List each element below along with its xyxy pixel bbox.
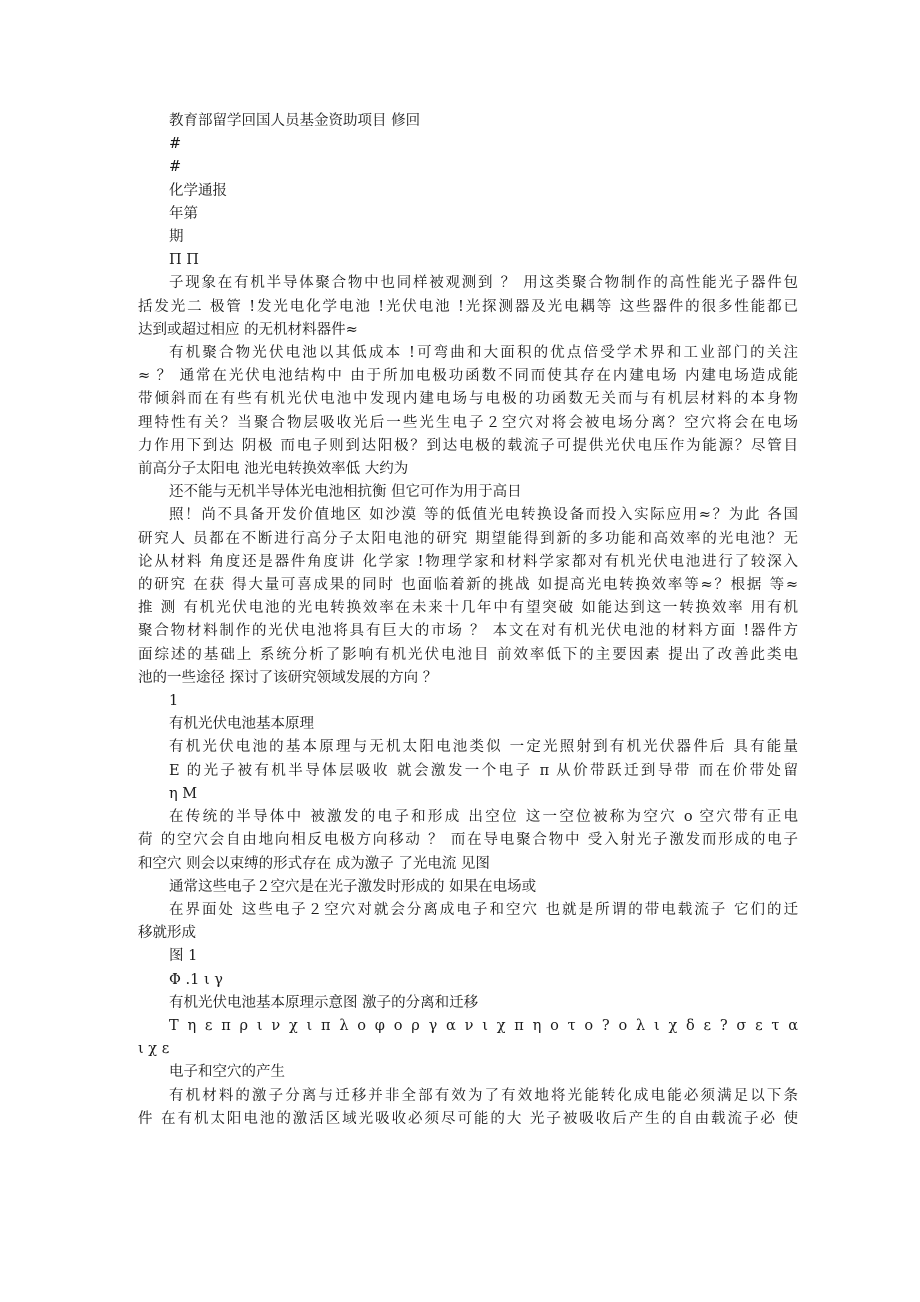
text-line: 括发光二 极管 !发光电化学电池 !光伏电池 !光探测器及光电耦等 这些器件的很多性能都已	[138, 298, 798, 315]
text-line: 有机聚合物光伏电池以其低成本 !可弯曲和大面积的优点倍受学术界和工业部门的关注	[169, 345, 798, 362]
text-line: 通常这些电子２空穴是在光子激发时形成的 如果在电场或	[169, 878, 537, 895]
text-line: 期	[169, 229, 184, 246]
text-line: 池的一些途径 探讨了该研究领域发展的方向 ？	[138, 669, 438, 686]
text-line: 和空穴 则会以束缚的形式存在 成为激子 了光电流 见图	[138, 855, 490, 872]
text-line: 化学通报	[169, 182, 227, 199]
text-line: 有机光伏电池的基本原理与无机太阳电池类似 一定光照射到有机光伏器件后 具有能量	[169, 739, 798, 756]
section-heading: 有机光伏电池基本原理	[169, 716, 314, 733]
text-line: ≈ ？ 通常在光伏电池结构中 由于所加电极功函数不同而使其存在内建电场 内建电场造成能	[138, 368, 798, 385]
figure-caption: 有机光伏电池基本原理示意图 激子的分离和迁移	[169, 994, 479, 1011]
text-line: 面综述的基础上 系统分析了影响有机光伏电池目 前效率低下的主要因素 提出了改善此类电	[138, 646, 798, 663]
text-line: 的研究 在获 得大量可喜成果的同时 也面临着新的挑战 如提高光电转换效率等≈？根据 等≈	[138, 577, 798, 594]
text-line: 教育部留学回国人员基金资助项目 修回	[169, 113, 421, 129]
text-line: η Μ	[169, 785, 198, 802]
text-line: 移就形成	[138, 925, 196, 942]
text-line: 在界面处 这些电子２空穴对就会分离成电子和空穴 也就是所谓的带电载流子 它们的迁	[169, 901, 798, 918]
figure-label-greek: Φ .1 ι γ	[169, 971, 223, 988]
text-line: 在传统的半导体中 被激发的电子和形成 出空位 这一空位被称为空穴 ο 空穴带有正电	[169, 809, 798, 826]
text-line: 聚合物材料制作的光伏电池将具有巨大的市场 ？ 本文在对有机光伏电池的材料方面 !器件方	[138, 623, 798, 640]
text-line: Π Π	[169, 252, 199, 269]
text-line: 件 在有机太阳电池的激活区域光吸收必须尽可能的大 光子被吸收后产生的自由载流子必 使	[138, 1110, 798, 1127]
text-line: 推 测 有机光伏电池的光电转换效率在未来十几年中有望突破 如能达到这一转换效率 用有机	[138, 600, 798, 617]
text-line: #	[169, 159, 182, 176]
text-line: 达到或超过相应 的无机材料器件≈	[138, 321, 358, 338]
figure-caption-greek: Τ η ε π ρ ι ν χ ι π λ ο φ ο ρ γ α ν ι χ π η ο τ ο ? ο λ ι χ δ ε ? σ ε τ α	[169, 1017, 798, 1034]
text-line: 子现象在有机半导体聚合物中也同样被观测到 ？ 用这类聚合物制作的高性能光子器件包	[169, 275, 798, 292]
text-line: 理特性有关？当聚合物层吸收光后一些光生电子２空穴对将会被电场分离？空穴将会在电场	[138, 414, 798, 431]
text-line: 有机材料的激子分离与迁移并非全部有效为了有效地将光能转化成电能必须满足以下条	[169, 1087, 798, 1104]
text-line: 论从材料 角度还是器件角度讲 化学家 !物理学家和材料学家都对有机光伏电池进行了较深入	[138, 553, 798, 570]
text-line: 年第	[169, 205, 198, 222]
section-number: 1	[169, 693, 179, 710]
subsection-heading: 电子和空穴的产生	[169, 1064, 285, 1081]
text-line: 力作用下到达 阴极 而电子则到达阳极？到达电极的载流子可提供光伏电压作为能源？尽管目	[138, 437, 798, 454]
figure-label: 图 1	[169, 948, 198, 965]
text-line: Ε 的光子被有机半导体层吸收 就会激发一个电子 π 从价带跃迁到导带 而在价带处留	[169, 762, 798, 779]
document-body	[138, 110, 798, 1131]
text-line: 研究人 员都在不断进行高分子太阳电池的研究 期望能得到新的多功能和高效率的光电池？无	[138, 530, 798, 547]
text-line: 荷 的空穴会自由地向相反电极方向移动 ？ 而在导电聚合物中 受入射光子激发而形成的电子	[138, 832, 798, 849]
text-line: #	[169, 136, 182, 153]
figure-caption-greek: ι χ ε	[138, 1041, 170, 1058]
text-line: 前高分子太阳电 池光电转换效率低 大约为	[138, 461, 409, 478]
text-line: 照！尚不具备开发价值地区 如沙漠 等的低值光电转换设备而投入实际应用≈？为此 各国	[169, 507, 798, 524]
text-line: 带倾斜而在有些有机光伏电池中发现内建电场与电极的功函数无关而与有机层材料的本身物	[138, 391, 798, 408]
text-line: 还不能与无机半导体光电池相抗衡 但它可作为用于高日	[169, 484, 522, 501]
